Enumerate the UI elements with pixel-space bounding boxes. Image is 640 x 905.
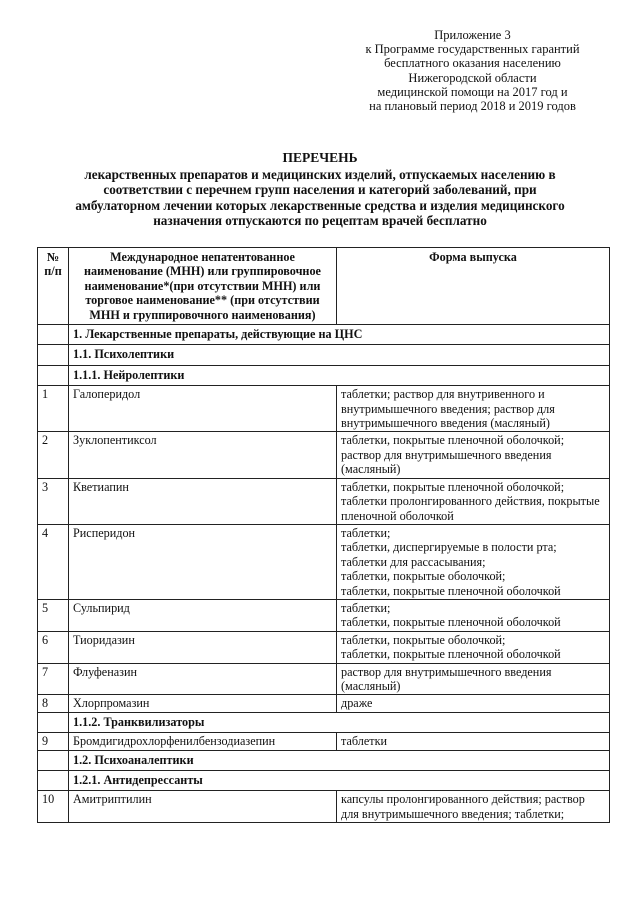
table-row: [38, 599, 610, 631]
section-empty-cell: [38, 712, 69, 732]
appendix-block: [340, 28, 605, 113]
form-line: таблетки;: [341, 525, 391, 540]
form-line: таблетки, покрытые пленочной оболочкой: [341, 583, 561, 598]
row-number: 8: [38, 695, 69, 712]
table-header-row: [38, 248, 610, 325]
row-form: [337, 478, 610, 524]
row-form: [337, 791, 610, 823]
section-row: [38, 325, 610, 345]
header-name: Международное непатентованное наименование (МНН) или группировочное наименование*(при отсутствии МНН) или торговое наименование** (при отсутствии МНН и группировочного наименования): [69, 248, 337, 325]
heading-line: лекарственных препаратов и медицинских изделий, отпускаемых населению в: [84, 166, 556, 182]
form-line: таблетки, покрытые пленочной оболочкой; раствор для внутримышечного введения (масляный): [341, 433, 565, 477]
row-form: [337, 733, 610, 750]
drug-list-table: [37, 247, 610, 823]
row-number: 2: [38, 432, 69, 478]
form-line: таблетки, покрытые пленочной оболочкой; таблетки пролонгированного действия, покрытые пленочной оболочкой: [341, 479, 600, 523]
row-number: 1: [38, 386, 69, 432]
section-title: 1.1.1. Нейролептики: [69, 365, 610, 385]
heading-line: назначения отпускаются по рецептам врачей бесплатно: [153, 213, 487, 229]
row-number: 6: [38, 631, 69, 663]
form-line: таблетки;: [341, 600, 391, 615]
row-form: [337, 386, 610, 432]
form-line: таблетки, покрытые оболочкой;: [341, 569, 506, 584]
table-row: [38, 478, 610, 524]
row-number: 10: [38, 791, 69, 823]
appendix-line: к Программе государственных гарантий: [365, 42, 580, 57]
row-form: [337, 524, 610, 599]
form-line: таблетки, диспергируемые в полости рта;: [341, 540, 557, 555]
document-heading: [40, 150, 600, 229]
form-line: таблетки для рассасывания;: [341, 554, 486, 569]
row-form: [337, 432, 610, 478]
row-drug-name: Рисперидон: [69, 524, 337, 599]
row-number: 4: [38, 524, 69, 599]
form-line: драже: [341, 696, 373, 711]
appendix-line: Приложение 3: [434, 28, 511, 42]
row-number: 7: [38, 663, 69, 695]
section-empty-cell: [38, 750, 69, 770]
header-form: Форма выпуска: [337, 248, 610, 325]
row-drug-name: Зуклопентиксол: [69, 432, 337, 478]
table-row: [38, 524, 610, 599]
table-row: [38, 663, 610, 695]
row-form: [337, 663, 610, 695]
form-line: таблетки, покрытые пленочной оболочкой: [341, 615, 561, 630]
form-line: таблетки; раствор для внутривенного и внутримышечного введения; раствор для внутримышечного введения (масляный): [341, 387, 555, 431]
appendix-line: медицинской помощи на 2017 год и: [377, 84, 568, 99]
table-row: [38, 733, 610, 750]
row-form: [337, 599, 610, 631]
document-title: ПЕРЕЧЕНЬ: [282, 150, 358, 165]
header-number: № п/п: [38, 248, 69, 325]
row-form: [337, 631, 610, 663]
section-empty-cell: [38, 325, 69, 345]
appendix-line: Нижегородской области: [408, 70, 537, 85]
row-number: 3: [38, 478, 69, 524]
section-empty-cell: [38, 345, 69, 365]
form-line: таблетки, покрытые пленочной оболочкой: [341, 647, 561, 662]
section-title: 1. Лекарственные препараты, действующие на ЦНС: [69, 325, 610, 345]
section-title: 1.2.1. Антидепрессанты: [69, 771, 610, 791]
row-drug-name: Сульпирид: [69, 599, 337, 631]
section-title: 1.1.2. Транквилизаторы: [69, 712, 610, 732]
table-row: [38, 432, 610, 478]
section-row: [38, 345, 610, 365]
row-drug-name: Кветиапин: [69, 478, 337, 524]
form-line: таблетки: [341, 734, 388, 749]
table-row: [38, 386, 610, 432]
section-row: [38, 365, 610, 385]
section-title: 1.2. Психоаналептики: [69, 750, 610, 770]
heading-line: амбулаторном лечении которых лекарственные средства и изделия медицинского: [75, 197, 565, 213]
form-line: капсулы пролонгированного действия; раствор для внутримышечного введения; таблетки;: [341, 792, 585, 821]
section-row: [38, 771, 610, 791]
row-number: 5: [38, 599, 69, 631]
table-row: [38, 791, 610, 823]
row-drug-name: Амитриптилин: [69, 791, 337, 823]
form-line: раствор для внутримышечного введения (масляный): [341, 664, 552, 693]
row-drug-name: Тиоридазин: [69, 631, 337, 663]
form-line: таблетки, покрытые оболочкой;: [341, 632, 506, 647]
row-drug-name: Флуфеназин: [69, 663, 337, 695]
table-row: [38, 695, 610, 712]
section-empty-cell: [38, 365, 69, 385]
section-row: [38, 712, 610, 732]
heading-line: соответствии с перечнем групп населения и категорий заболеваний, при: [103, 182, 537, 198]
table-row: [38, 631, 610, 663]
row-drug-name: Галоперидол: [69, 386, 337, 432]
section-row: [38, 750, 610, 770]
row-drug-name: Хлорпромазин: [69, 695, 337, 712]
appendix-line: на плановый период 2018 и 2019 годов: [369, 99, 576, 114]
section-empty-cell: [38, 771, 69, 791]
row-form: [337, 695, 610, 712]
row-drug-name: Бромдигидрохлорфенилбензодиазепин: [69, 733, 337, 750]
row-number: 9: [38, 733, 69, 750]
section-title: 1.1. Психолептики: [69, 345, 610, 365]
appendix-line: бесплатного оказания населению: [384, 56, 561, 71]
